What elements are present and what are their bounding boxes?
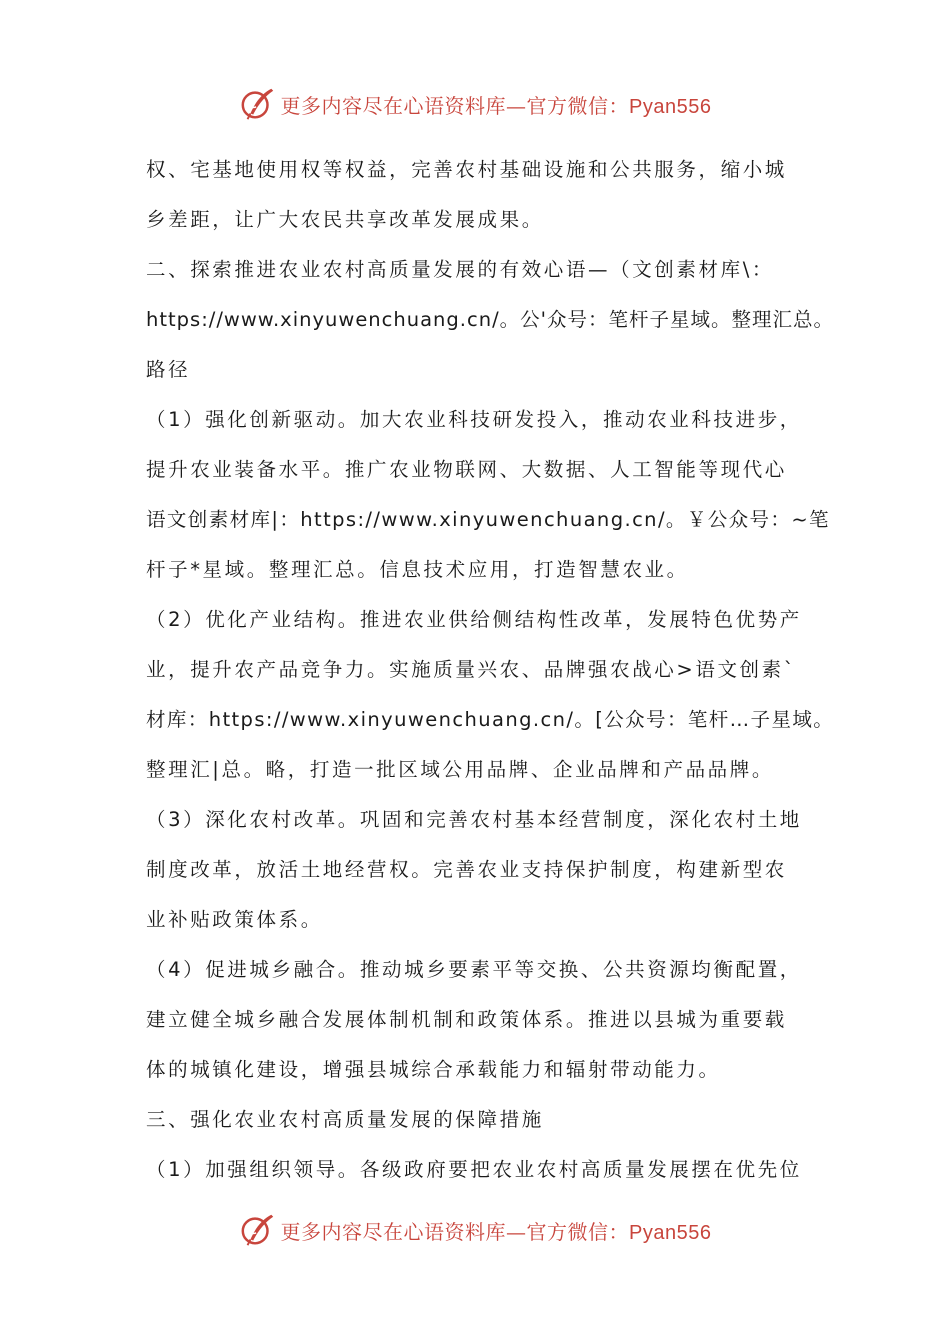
header-banner (0, 82, 950, 126)
banner-text: 更多内容尽在心语资料库—官方微信：Pyan556 (280, 93, 712, 118)
text-line: 语文创素材库|：https://www.xinyuwenchuang.cn/。￥公众号：~笔 (146, 508, 830, 531)
banner-text: 更多内容尽在心语资料库—官方微信：Pyan556 (280, 1219, 712, 1244)
text-line: （2）优化产业结构。推进农业供给侧结构性改革，发展特色优势产 (146, 608, 802, 631)
text-line: 整理汇|总。略，打造一批区域公用品牌、企业品牌和产品品牌。 (146, 758, 774, 781)
section-heading-continuation: 路径 (146, 358, 191, 381)
text-line: 材库：https://www.xinyuwenchuang.cn/。[公众号：笔杆…子星域。 (146, 708, 835, 731)
wechat-id: Pyan556 (629, 95, 712, 118)
quill-logo-icon (239, 85, 277, 123)
text-line: https://www.xinyuwenchuang.cn/。公'众号：笔杆子星域。整理汇总。 (146, 308, 835, 331)
section-heading: 二、探索推进农业农村高质量发展的有效心语—（文创素材库\： (146, 258, 774, 281)
text-line: （3）深化农村改革。巩固和完善农村基本经营制度，深化农村土地 (146, 808, 802, 831)
text-line: （4）促进城乡融合。推动城乡要素平等交换、公共资源均衡配置， (146, 958, 802, 981)
section-heading: 三、强化农业农村高质量发展的保障措施 (146, 1108, 544, 1131)
text-line: （1）强化创新驱动。加大农业科技研发投入，推动农业科技进步， (146, 408, 802, 431)
footer-banner (0, 1208, 950, 1252)
text-line: （1）加强组织领导。各级政府要把农业农村高质量发展摆在优先位 (146, 1158, 802, 1181)
text-line: 制度改革，放活土地经营权。完善农业支持保护制度，构建新型农 (146, 858, 787, 881)
text-line: 体的城镇化建设，增强县城综合承载能力和辐射带动能力。 (146, 1058, 721, 1081)
text-line: 提升农业装备水平。推广农业物联网、大数据、人工智能等现代心 (146, 458, 787, 481)
text-line: 杆子*星域。整理汇总。信息技术应用，打造智慧农业。 (146, 558, 689, 581)
text-line: 业，提升农产品竞争力。实施质量兴农、品牌强农战心>语文创素` (146, 658, 797, 681)
text-line: 业补贴政策体系。 (146, 908, 323, 931)
text-line: 权、宅基地使用权等权益，完善农村基础设施和公共服务，缩小城 (146, 158, 787, 181)
document-body (146, 145, 835, 1195)
text-line: 建立健全城乡融合发展体制机制和政策体系。推进以县城为重要载 (146, 1008, 787, 1031)
text-line: 乡差距，让广大农民共享改革发展成果。 (146, 208, 544, 231)
quill-logo-icon (239, 1211, 277, 1249)
wechat-id: Pyan556 (629, 1221, 712, 1244)
